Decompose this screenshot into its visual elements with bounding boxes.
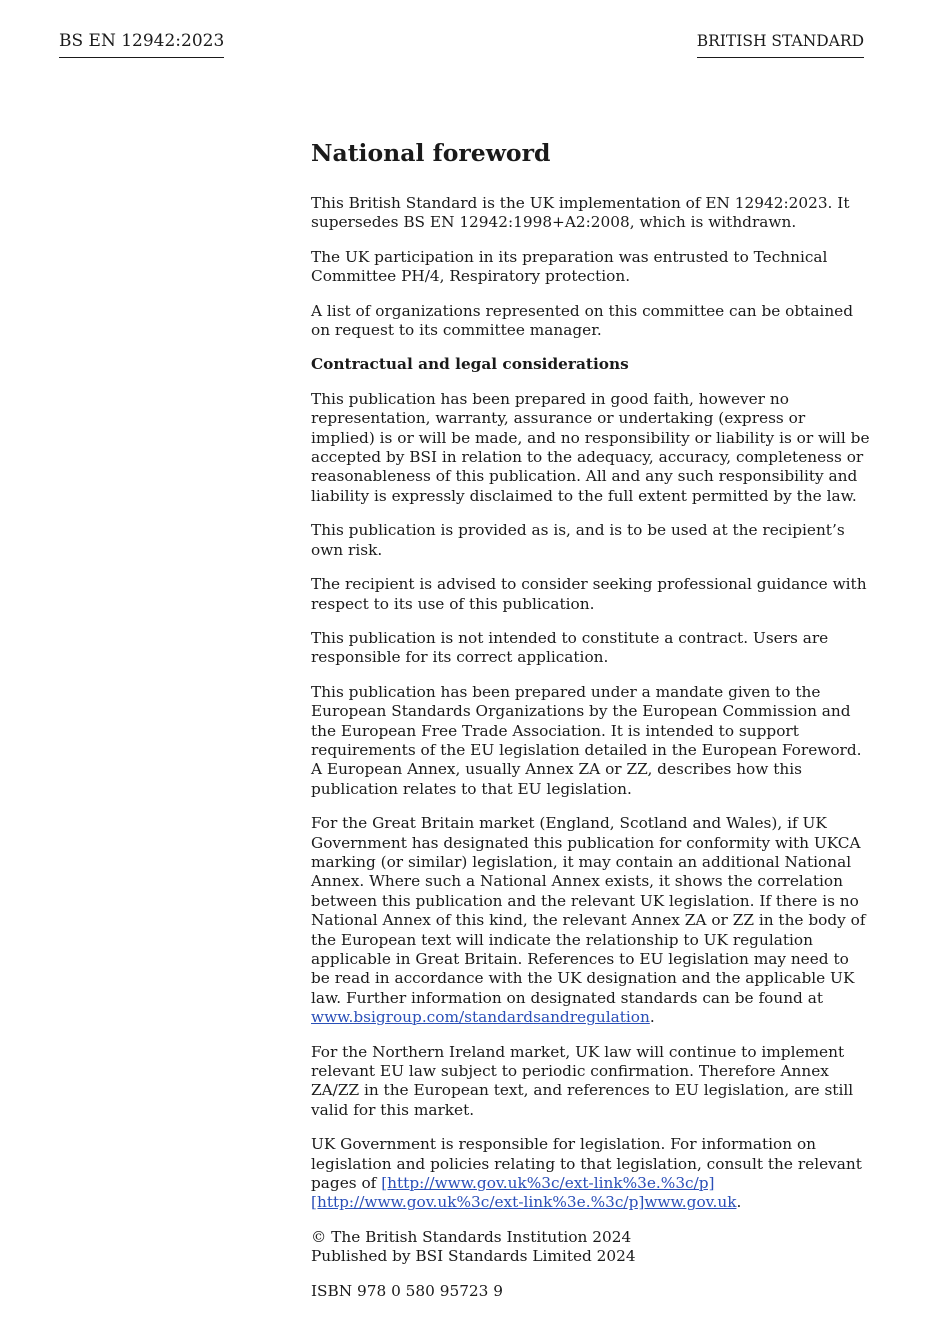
uk-government-end: . [736, 1193, 742, 1212]
paragraph-copyright [311, 1228, 871, 1267]
header-document-number: BS EN 12942:2023 [59, 29, 224, 58]
great-britain-text: For the Great Britain market (England, Scotland and Wales), if UK Government has designated this publication for conformity with UKCA marking (or similar) legislation, it may contain an additional National Annex. Where such a National Annex exists, it shows the correlation between this publication and the relevant UK legislation. If there is no National Annex of this kind, the relevant Annex ZA or ZZ in the body of the European text will indicate the relationship to UK regulation applicable in Great Britain. References to EU legislation may need to be read in accordance with the UK designation and the applicable UK law. Further information on designated standards can be found at [311, 814, 866, 1007]
main-content [311, 136, 871, 1316]
paragraph-good-faith: This publication has been prepared in good faith, however no representation, warranty, assurance or undertaking (express or implied) is or will be made, and no responsibility or liability is or will be accepted by BSI in relation to the adequacy, accuracy, completeness or reasonableness of this publication. All and any such responsibility and liability is expressly disclaimed to the full extent permitted by the law. [311, 389, 870, 505]
paragraph-implementation: This British Standard is the UK implementation of EN 12942:2023. It supersedes BS EN 12942:1998+A2:2008, which is withdrawn. [311, 194, 850, 232]
paragraph-great-britain [311, 814, 871, 1027]
great-britain-end: . [649, 1008, 655, 1027]
published-line: Published by BSI Standards Limited 2024 [311, 1247, 636, 1266]
bsigroup-link[interactable]: www.bsigroup.com/standardsandregulation [311, 1008, 650, 1027]
paragraph-professional-guidance: The recipient is advised to consider seeking professional guidance with respect to its use of this publication. [311, 575, 867, 613]
paragraph-not-contract: This publication is not intended to constitute a contract. Users are responsible for its correct application. [311, 628, 829, 667]
section-heading-contractual: Contractual and legal considerations [311, 355, 629, 374]
paragraph-own-risk: This publication is provided as is, and is to be used at the recipient’s own risk. [311, 521, 845, 559]
paragraph-organizations: A list of organizations represented on this committee can be obtained on request to its committee manager. [311, 301, 854, 340]
paragraph-committee: The UK participation in its preparation was entrusted to Technical Committee PH/4, Respiratory protection. [311, 247, 828, 286]
paragraph-northern-ireland: For the Northern Ireland market, UK law will continue to implement relevant EU law subject to periodic confirmation. Therefore Annex ZA/ZZ in the European text, and references to EU legislation, are still valid for this market. [311, 1042, 854, 1119]
isbn: ISBN 978 0 580 95723 9 [311, 1281, 503, 1300]
page-title: National foreword [311, 139, 551, 167]
header-standard-type: BRITISH STANDARD [697, 29, 864, 58]
copyright-line: © The British Standards Institution 2024 [311, 1227, 632, 1246]
paragraph-uk-government [311, 1135, 871, 1213]
uk-government-text: UK Government is responsible for legislation. For information on legislation and policies relating to that legislation, consult the relevant pages of [311, 1135, 862, 1193]
paragraph-mandate: This publication has been prepared under a mandate given to the European Standards Organizations by the European Commission and the European Free Trade Association. It is intended to support requirements of the EU legislation detailed in the European Foreword. A European Annex, usually Annex ZA or ZZ, describes how this publication relates to that EU legislation. [311, 682, 862, 798]
gov-uk-link[interactable]: [http://www.gov.uk%3c/ext-link%3e.%3c/p][http://www.gov.uk%3c/ext-link%3e.%3c/p]www.gov.uk [311, 1174, 737, 1212]
